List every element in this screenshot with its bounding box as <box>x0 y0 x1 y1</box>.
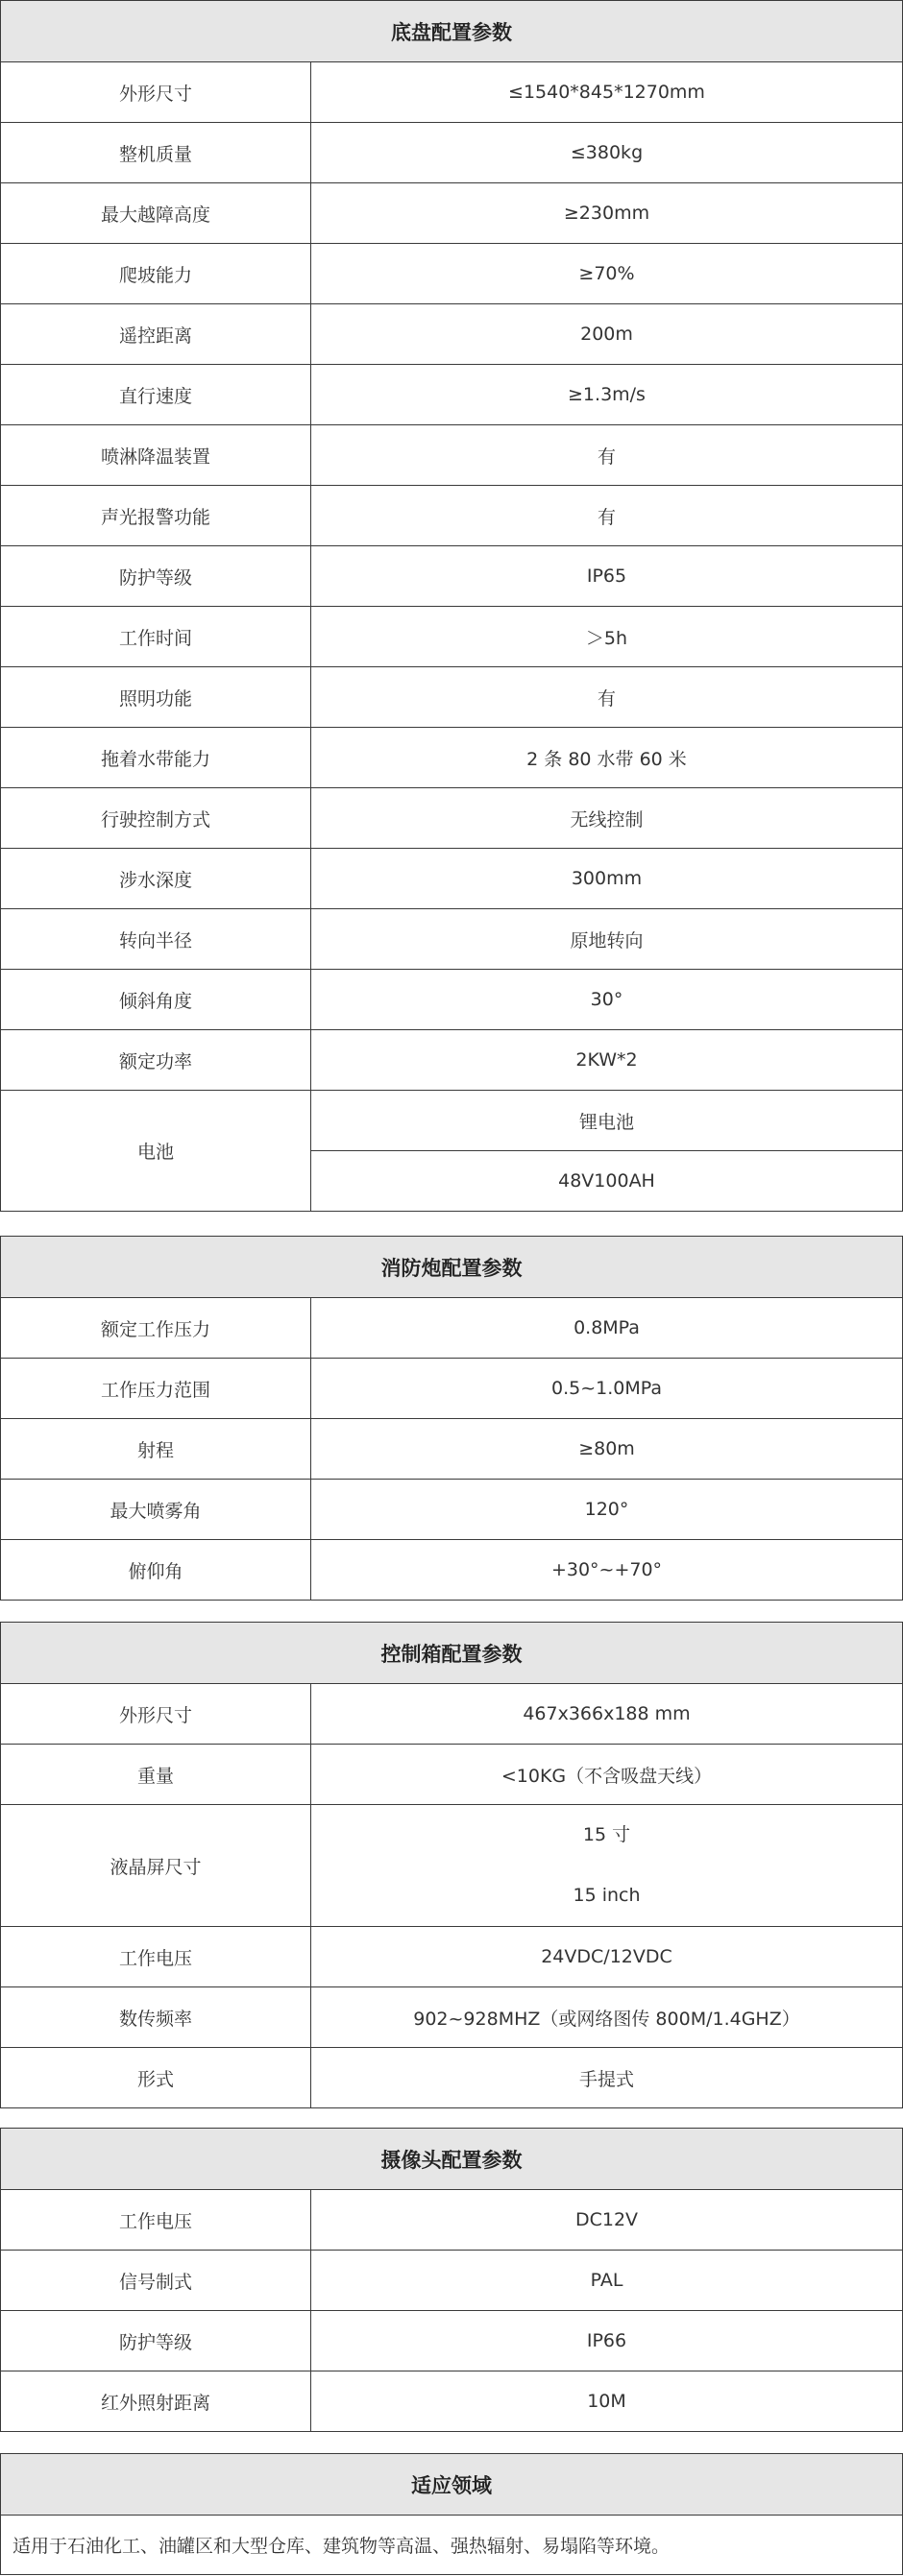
param-value: 原地转向 <box>311 909 903 970</box>
param-label: 液晶屏尺寸 <box>1 1805 311 1927</box>
application-field-table <box>0 2453 903 2575</box>
param-label: 防护等级 <box>1 2311 311 2371</box>
table-row <box>1 970 903 1030</box>
table-row <box>1 1091 903 1151</box>
param-value: IP65 <box>311 546 903 607</box>
table-row <box>1 849 903 909</box>
param-label: 倾斜角度 <box>1 970 311 1030</box>
table-row <box>1 1359 903 1419</box>
param-value: 467x366x188 mm <box>311 1684 903 1745</box>
param-value: PAL <box>311 2251 903 2311</box>
param-label: 信号制式 <box>1 2251 311 2311</box>
param-label: 防护等级 <box>1 546 311 607</box>
param-value: 300mm <box>311 849 903 909</box>
param-label: 射程 <box>1 1419 311 1480</box>
param-value: 0.8MPa <box>311 1298 903 1359</box>
table-row <box>1 425 903 486</box>
table-row <box>1 909 903 970</box>
application-text: 适用于石油化工、油罐区和大型仓库、建筑物等高温、强热辐射、易塌陷等环境。 <box>1 2516 903 2575</box>
table-row <box>1 667 903 728</box>
table-row <box>1 2311 903 2371</box>
table-row <box>1 486 903 546</box>
table-row <box>1 1419 903 1480</box>
table-row <box>1 2371 903 2432</box>
param-label: 工作电压 <box>1 1927 311 1987</box>
control-box-spec-table <box>0 1622 903 2108</box>
param-value: 120° <box>311 1480 903 1540</box>
table-row <box>1 62 903 123</box>
section-title: 底盘配置参数 <box>1 1 903 62</box>
table-row <box>1 1540 903 1601</box>
param-label: 工作电压 <box>1 2190 311 2251</box>
table-row <box>1 2190 903 2251</box>
table-row <box>1 1745 903 1805</box>
param-value <box>311 1805 903 1927</box>
param-label: 重量 <box>1 1745 311 1805</box>
param-value: 有 <box>311 486 903 546</box>
param-label: 爬坡能力 <box>1 244 311 304</box>
table-row <box>1 365 903 425</box>
table-row <box>1 2048 903 2108</box>
param-label: 直行速度 <box>1 365 311 425</box>
table-row <box>1 1480 903 1540</box>
param-value: ＞5h <box>311 607 903 667</box>
table-row <box>1 728 903 788</box>
param-value: ≥70% <box>311 244 903 304</box>
table-row <box>1 1684 903 1745</box>
param-value: IP66 <box>311 2311 903 2371</box>
param-value: 48V100AH <box>311 1151 903 1212</box>
param-label: 数传频率 <box>1 1987 311 2048</box>
camera-spec-table <box>0 2128 903 2432</box>
param-value: ≥1.3m/s <box>311 365 903 425</box>
section-title: 消防炮配置参数 <box>1 1237 903 1298</box>
param-label: 行驶控制方式 <box>1 788 311 849</box>
param-value: ≤380kg <box>311 123 903 183</box>
param-label: 额定功率 <box>1 1030 311 1091</box>
param-label: 额定工作压力 <box>1 1298 311 1359</box>
param-value: 902~928MHZ（或网络图传 800M/1.4GHZ） <box>311 1987 903 2048</box>
param-value: ≤1540*845*1270mm <box>311 62 903 123</box>
param-label: 工作时间 <box>1 607 311 667</box>
param-value: ≥80m <box>311 1419 903 1480</box>
param-label: 红外照射距离 <box>1 2371 311 2432</box>
param-value: 24VDC/12VDC <box>311 1927 903 1987</box>
section-title: 摄像头配置参数 <box>1 2129 903 2190</box>
param-label: 声光报警功能 <box>1 486 311 546</box>
param-value: 锂电池 <box>311 1091 903 1151</box>
param-value-line: 15 inch <box>573 1885 641 1906</box>
param-value: 200m <box>311 304 903 365</box>
table-row <box>1 607 903 667</box>
param-label: 拖着水带能力 <box>1 728 311 788</box>
param-value: DC12V <box>311 2190 903 2251</box>
param-value: 手提式 <box>311 2048 903 2108</box>
table-row <box>1 1298 903 1359</box>
param-label: 最大喷雾角 <box>1 1480 311 1540</box>
param-value: 30° <box>311 970 903 1030</box>
param-value: 10M <box>311 2371 903 2432</box>
param-label: 外形尺寸 <box>1 62 311 123</box>
table-row <box>1 1987 903 2048</box>
param-value: 有 <box>311 667 903 728</box>
section-title: 适应领域 <box>1 2454 903 2516</box>
param-label: 电池 <box>1 1091 311 1212</box>
param-label: 工作压力范围 <box>1 1359 311 1419</box>
param-label: 转向半径 <box>1 909 311 970</box>
param-label: 外形尺寸 <box>1 1684 311 1745</box>
param-value: 有 <box>311 425 903 486</box>
section-title: 控制箱配置参数 <box>1 1623 903 1684</box>
param-value: <10KG（不含吸盘天线） <box>311 1745 903 1805</box>
param-value: ≥230mm <box>311 183 903 244</box>
table-row <box>1 2251 903 2311</box>
param-label: 最大越障高度 <box>1 183 311 244</box>
param-label: 整机质量 <box>1 123 311 183</box>
table-row <box>1 788 903 849</box>
param-label: 遥控距离 <box>1 304 311 365</box>
param-value: 无线控制 <box>311 788 903 849</box>
param-label: 涉水深度 <box>1 849 311 909</box>
param-label: 形式 <box>1 2048 311 2108</box>
table-row <box>1 1805 903 1927</box>
table-row <box>1 546 903 607</box>
table-row <box>1 1030 903 1091</box>
table-row <box>1 1927 903 1987</box>
table-row <box>1 244 903 304</box>
fire-monitor-spec-table <box>0 1236 903 1601</box>
table-row <box>1 123 903 183</box>
table-row <box>1 183 903 244</box>
chassis-spec-table <box>0 0 903 1212</box>
param-value: 2 条 80 水带 60 米 <box>311 728 903 788</box>
param-value-line: 15 寸 <box>582 1824 631 1845</box>
param-value: 2KW*2 <box>311 1030 903 1091</box>
param-value: 0.5~1.0MPa <box>311 1359 903 1419</box>
param-label: 俯仰角 <box>1 1540 311 1601</box>
param-label: 照明功能 <box>1 667 311 728</box>
param-value: +30°~+70° <box>311 1540 903 1601</box>
table-row <box>1 304 903 365</box>
param-label: 喷淋降温装置 <box>1 425 311 486</box>
